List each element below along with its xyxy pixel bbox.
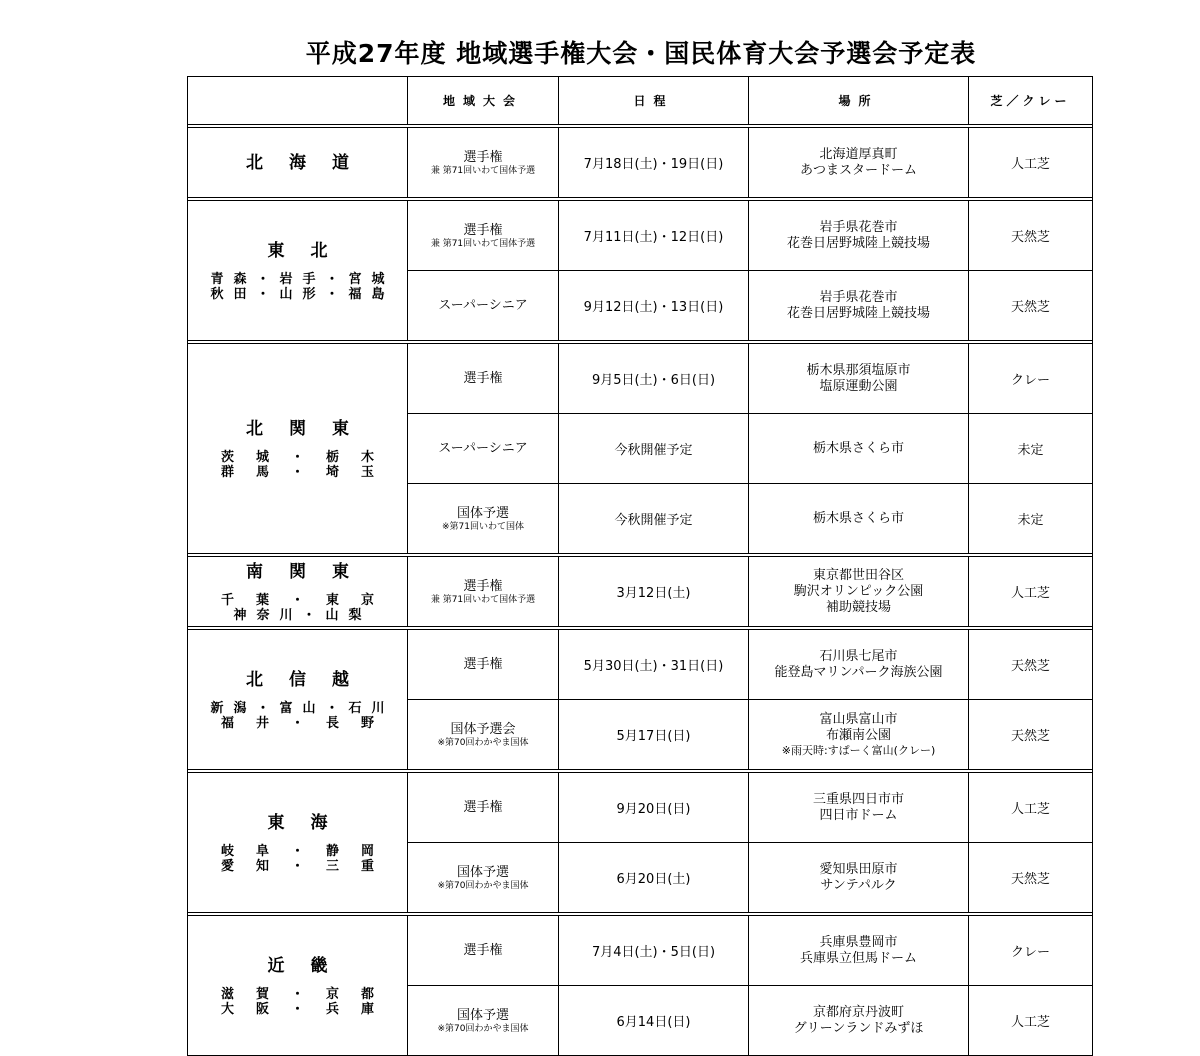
region-prefectures: 岐阜・静岡 [220, 843, 396, 859]
venue-line: 愛知県田原市 [819, 861, 898, 877]
event-name: 国体予選 [456, 864, 509, 880]
event-name: 国体予選会 [450, 721, 516, 737]
region-prefectures: 神奈川・山梨 [233, 607, 372, 623]
event-cell [408, 700, 559, 770]
date-cell: 9月5日(土)・6日(日) [559, 344, 749, 414]
header-surface: 芝／クレー [969, 77, 1093, 125]
venue-line: 兵庫県立但馬ドーム [799, 950, 917, 966]
surface-cell: 人工芝 [969, 773, 1093, 843]
venue-line: 石川県七尾市 [819, 648, 898, 664]
header-event: 地域大会 [408, 77, 559, 125]
venue-line: 塩原運動公園 [819, 378, 898, 394]
date-cell: 7月4日(土)・5日(日) [559, 916, 749, 986]
surface-cell: クレー [969, 344, 1093, 414]
venue-line: 栃木県さくら市 [812, 440, 904, 456]
region-name: 南関東 [246, 561, 375, 582]
surface-cell: 天然芝 [969, 201, 1093, 271]
date-cell: 6月20日(土) [559, 843, 749, 913]
surface-cell: 天然芝 [969, 700, 1093, 770]
venue-line: 花巻日居野城陸上競技場 [786, 305, 930, 321]
region-cell [188, 201, 408, 341]
venue-cell [749, 986, 969, 1056]
event-name: 選手権 [463, 222, 503, 238]
event-name: 選手権 [463, 942, 503, 958]
surface-cell: 天然芝 [969, 271, 1093, 341]
region-prefectures: 愛知・三重 [220, 858, 396, 874]
venue-cell [749, 916, 969, 986]
event-note: 兼 第71回いわて国体予選 [430, 165, 536, 176]
event-name: 選手権 [463, 799, 503, 815]
region-prefectures: 福井・長野 [220, 715, 396, 731]
table-row [188, 916, 1093, 986]
venue-cell [749, 700, 969, 770]
region-prefectures: 大阪・兵庫 [220, 1001, 396, 1017]
schedule-body [188, 125, 1093, 1056]
venue-line: 岩手県花巻市 [819, 289, 898, 305]
event-name: スーパーシニア [438, 440, 528, 456]
venue-cell [749, 557, 969, 627]
region-prefectures: 滋賀・京都 [220, 986, 396, 1002]
venue-line: 花巻日居野城陸上競技場 [786, 235, 930, 251]
header-region [188, 77, 408, 125]
region-name: 北関東 [246, 418, 375, 439]
surface-cell: 天然芝 [969, 630, 1093, 700]
event-name: 選手権 [463, 370, 503, 386]
date-cell: 7月18日(土)・19日(日) [559, 128, 749, 198]
venue-line: 北海道厚真町 [819, 146, 898, 162]
venue-cell [749, 201, 969, 271]
event-cell [408, 128, 559, 198]
venue-line: 四日市ドーム [819, 807, 898, 823]
venue-line: 布瀬南公園 [825, 727, 891, 743]
event-cell [408, 843, 559, 913]
date-cell: 5月17日(日) [559, 700, 749, 770]
region-prefectures: 千葉・東京 [220, 592, 396, 608]
venue-note: ※雨天時:すぱーく富山(クレー) [781, 743, 936, 757]
event-cell [408, 557, 559, 627]
venue-cell [749, 344, 969, 414]
venue-line: あつまスタードーム [799, 162, 917, 178]
event-note: 兼 第71回いわて国体予選 [430, 238, 536, 249]
region-cell [188, 128, 408, 198]
event-name: 選手権 [463, 656, 503, 672]
table-row [188, 773, 1093, 843]
surface-cell: クレー [969, 916, 1093, 986]
date-cell: 3月12日(土) [559, 557, 749, 627]
event-cell [408, 271, 559, 341]
event-cell [408, 201, 559, 271]
date-cell: 今秋開催予定 [559, 484, 749, 554]
venue-line: 駒沢オリンピック公園 [793, 583, 924, 599]
event-cell [408, 986, 559, 1056]
venue-cell [749, 773, 969, 843]
table-row [188, 344, 1093, 414]
venue-line: サンテパルク [820, 877, 897, 893]
event-cell [408, 630, 559, 700]
surface-cell: 未定 [969, 414, 1093, 484]
region-name: 東北 [267, 240, 354, 261]
venue-line: 栃木県那須塩原市 [806, 362, 911, 378]
surface-cell: 未定 [969, 484, 1093, 554]
event-cell [408, 414, 559, 484]
venue-line: 岩手県花巻市 [819, 219, 898, 235]
header-venue: 場所 [749, 77, 969, 125]
table-row [188, 557, 1093, 627]
region-prefectures: 秋田・山形・福島 [210, 286, 395, 302]
surface-cell: 人工芝 [969, 128, 1093, 198]
venue-cell [749, 843, 969, 913]
date-cell: 9月12日(土)・13日(日) [559, 271, 749, 341]
table-row [188, 201, 1093, 271]
event-name: 選手権 [463, 149, 503, 165]
region-name: 北海道 [246, 152, 375, 173]
venue-line: 富山県富山市 [819, 711, 898, 727]
venue-line: 兵庫県豊岡市 [819, 934, 898, 950]
header-row [188, 77, 1093, 125]
surface-cell: 人工芝 [969, 557, 1093, 627]
date-cell: 7月11日(土)・12日(日) [559, 201, 749, 271]
region-cell [188, 344, 408, 554]
surface-cell: 天然芝 [969, 843, 1093, 913]
event-note: ※第71回いわて国体 [442, 521, 524, 532]
date-cell: 今秋開催予定 [559, 414, 749, 484]
event-name: 選手権 [463, 578, 503, 594]
table-row [188, 128, 1093, 198]
header-date: 日程 [559, 77, 749, 125]
venue-cell [749, 630, 969, 700]
venue-cell [749, 414, 969, 484]
event-cell [408, 484, 559, 554]
region-prefectures: 群馬・埼玉 [220, 464, 396, 480]
event-note: 兼 第71回いわて国体予選 [430, 594, 536, 605]
venue-cell [749, 271, 969, 341]
event-name: 国体予選 [456, 505, 509, 521]
date-cell: 6月14日(日) [559, 986, 749, 1056]
region-prefectures: 茨城・栃木 [220, 449, 396, 465]
region-cell [188, 773, 408, 913]
region-prefectures: 新潟・富山・石川 [210, 700, 395, 716]
venue-line: 能登島マリンパーク海族公園 [774, 664, 943, 680]
event-name: スーパーシニア [438, 297, 528, 313]
date-cell: 9月20日(日) [559, 773, 749, 843]
venue-line: 東京都世田谷区 [812, 567, 904, 583]
venue-line: 補助競技場 [825, 599, 891, 615]
venue-cell [749, 484, 969, 554]
table-row [188, 630, 1093, 700]
page-title: 平成27年度 地域選手権大会・国民体育大会予選会予定表 [305, 39, 977, 68]
region-name: 東海 [267, 812, 354, 833]
event-note: ※第70回わかやま国体 [437, 737, 529, 748]
region-prefectures: 青森・岩手・宮城 [210, 271, 395, 287]
schedule-table [187, 76, 1093, 1056]
event-cell [408, 916, 559, 986]
event-note: ※第70回わかやま国体 [437, 880, 529, 891]
venue-cell [749, 128, 969, 198]
event-cell [408, 344, 559, 414]
venue-line: 京都府京丹波町 [812, 1004, 904, 1020]
surface-cell: 人工芝 [969, 986, 1093, 1056]
venue-line: グリーンランドみずほ [793, 1020, 924, 1036]
region-name: 北信越 [246, 669, 375, 690]
event-name: 国体予選 [456, 1007, 509, 1023]
venue-line: 栃木県さくら市 [812, 510, 904, 526]
region-name: 近畿 [267, 955, 354, 976]
event-cell [408, 773, 559, 843]
region-cell [188, 916, 408, 1056]
event-note: ※第70回わかやま国体 [437, 1023, 529, 1034]
region-cell [188, 630, 408, 770]
date-cell: 5月30日(土)・31日(日) [559, 630, 749, 700]
venue-line: 三重県四日市市 [812, 791, 904, 807]
region-cell [188, 557, 408, 627]
